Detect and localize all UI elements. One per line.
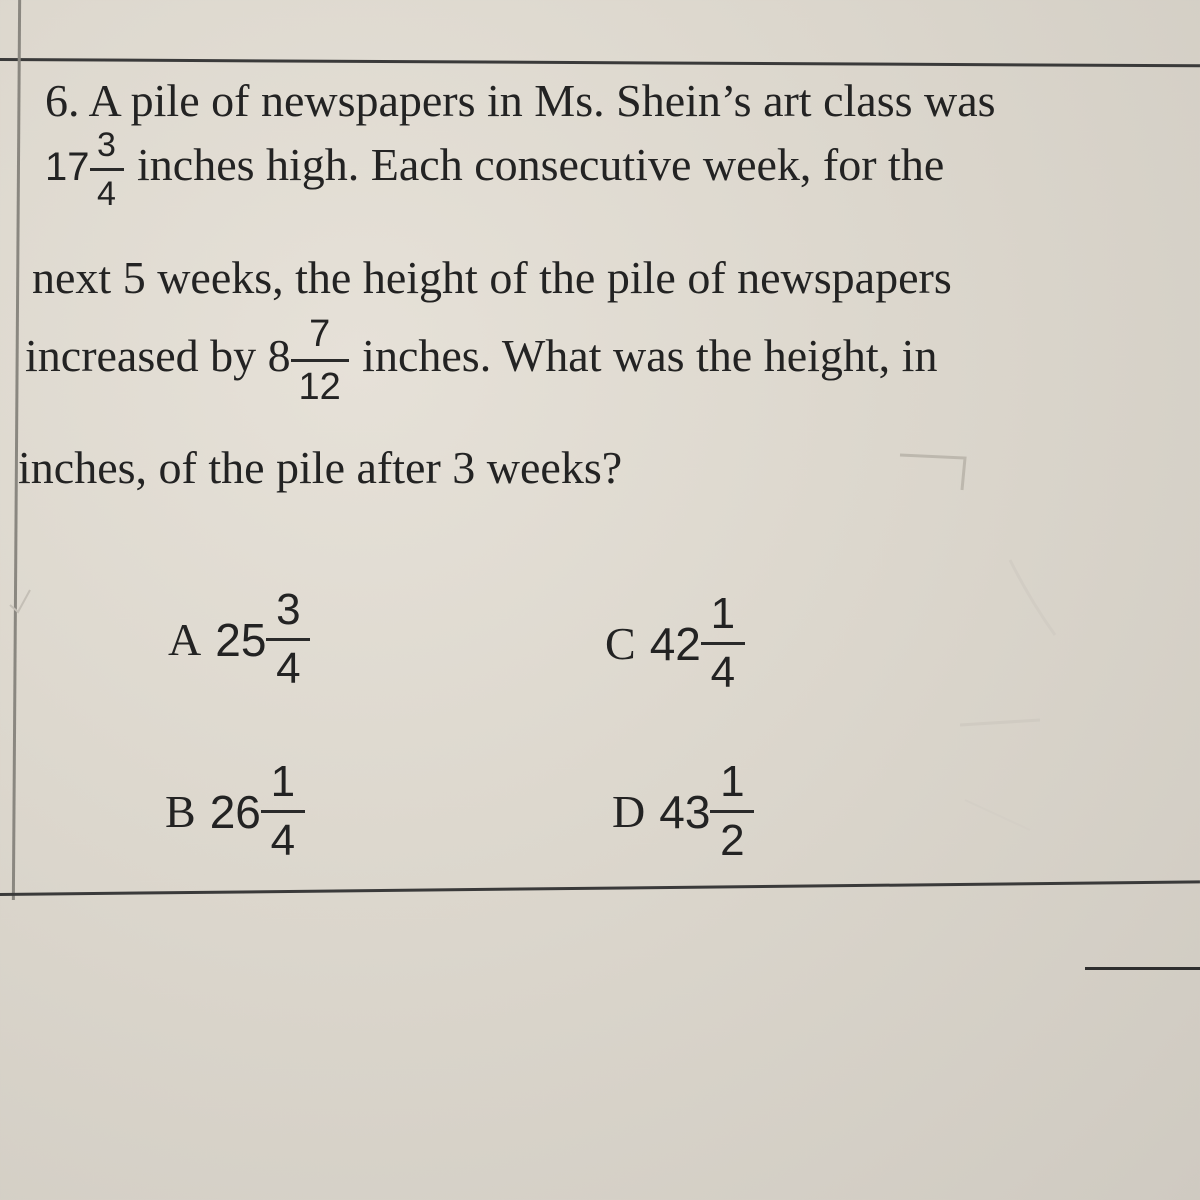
choice-a[interactable]: [168, 585, 312, 693]
choice-b[interactable]: [165, 757, 307, 865]
mixed-number-whole: 17: [45, 145, 90, 190]
fraction-numerator: 3: [97, 126, 116, 164]
fraction-numerator: 3: [276, 585, 301, 634]
choice-whole-number: 25: [215, 613, 267, 666]
choice-whole-number: 43: [659, 785, 711, 838]
choice-whole-number: 42: [649, 617, 701, 670]
choice-letter: B: [165, 785, 196, 837]
fraction-numerator: 1: [270, 757, 296, 806]
fraction-denominator: 12: [298, 366, 341, 408]
fraction-bar: [710, 810, 754, 813]
question-line-4: [25, 315, 1200, 406]
top-rule: [0, 58, 1200, 67]
question-line-4-prefix: increased by 8: [25, 330, 291, 382]
question-line-2-text: inches high. Each consecutive week, for the: [125, 139, 945, 191]
question-line-1: [45, 75, 1200, 126]
choice-d[interactable]: [612, 757, 756, 865]
bottom-rule: [0, 880, 1200, 896]
choice-fraction: [268, 585, 308, 693]
choice-letter: A: [168, 613, 202, 665]
question-line-4-text: inches. What was the height, in: [350, 330, 938, 382]
choice-letter: C: [605, 617, 636, 669]
question-line-5-text: inches, of the pile after 3 weeks?: [18, 442, 623, 493]
fraction-denominator: 4: [276, 644, 301, 693]
question-line-3-text: next 5 weeks, the height of the pile of newspapers: [32, 252, 952, 303]
pencil-stroke: [1010, 560, 1055, 635]
question-line-3: [32, 252, 1200, 303]
fraction-seven-twelfths: [293, 315, 347, 406]
choice-c[interactable]: [605, 589, 747, 697]
fraction-numerator: 1: [720, 757, 745, 806]
fraction-bar: [291, 359, 349, 362]
fraction-denominator: 4: [710, 648, 736, 697]
answer-blank-line: [1085, 967, 1200, 970]
fraction-denominator: 2: [720, 816, 745, 865]
fraction-bar: [701, 642, 745, 645]
question-line-5: [18, 442, 1200, 493]
choice-letter: D: [612, 785, 646, 837]
choice-fraction: [712, 757, 752, 865]
fraction-bar: [261, 810, 305, 813]
fraction-numerator: 7: [309, 313, 331, 355]
fraction-denominator: 4: [270, 816, 296, 865]
choice-fraction: [263, 757, 303, 865]
choice-whole-number: 26: [209, 785, 261, 838]
question-line-2: [45, 128, 1200, 211]
fraction-bar: [266, 638, 310, 641]
fraction-numerator: 1: [710, 589, 736, 638]
fraction-three-fourths: [92, 128, 122, 211]
pencil-stroke: [960, 720, 1040, 725]
pencil-stroke: [965, 800, 1030, 830]
question-line-1-text: 6. A pile of newspapers in Ms. Shein’s art class was: [45, 75, 996, 126]
fraction-bar: [90, 168, 124, 171]
fraction-denominator: 4: [97, 175, 116, 213]
choice-fraction: [703, 589, 743, 697]
